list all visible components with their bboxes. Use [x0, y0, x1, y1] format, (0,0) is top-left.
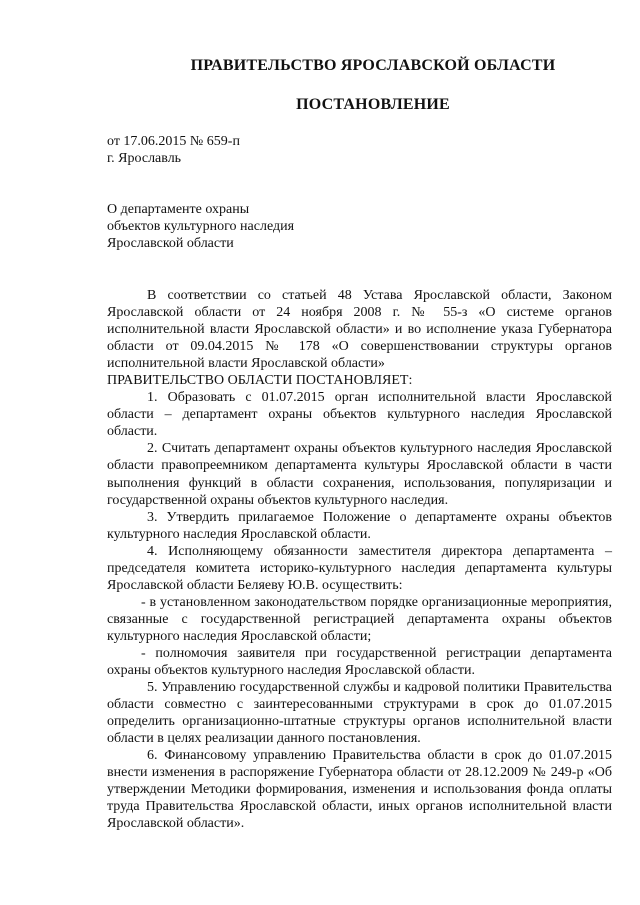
document-body — [107, 287, 612, 833]
subject-line: объектов культурного наследия — [107, 219, 295, 234]
document-subject — [107, 201, 294, 252]
clause-2: 2. Считать департамент охраны объектов культурного наследия Ярославской области правопреемником департамента культуры Ярославской области в части выполнения функций в области сохранения, использования, популяризации и государственной охраны объектов культурного наследия. — [107, 441, 612, 508]
clause-5: 5. Управлению государственной службы и кадровой политики Правительства области совместно с заинтересованными структурами в срок до 01.07.2015 определить организационно-штатные структуры органов исполнительной власти области в целях реализации данного постановления. — [107, 680, 612, 747]
city: г. Ярославль — [107, 151, 182, 166]
subject-line: Ярославской области — [107, 236, 234, 251]
document-type-title: ПОСТАНОВЛЕНИЕ — [296, 96, 450, 113]
date-and-number: от 17.06.2015 № 659-п — [107, 134, 240, 149]
clause-4: 4. Исполняющему обязанности заместителя директора департамента – председателя комитета историко-культурного наследия департамента культуры Ярославской области Беляеву Ю.В. осуществить: — [107, 543, 612, 593]
subject-line: О департаменте охраны — [107, 202, 250, 217]
clause-3: 3. Утвердить прилагаемое Положение о департаменте охраны объектов культурного наследия Ярославской области. — [107, 509, 612, 542]
resolves-line: ПРАВИТЕЛЬСТВО ОБЛАСТИ ПОСТАНОВЛЯЕТ: — [107, 373, 413, 389]
clause-1: 1. Образовать с 01.07.2015 орган исполнительной власти Ярославской области – департамент охраны объектов культурного наследия Ярославской области. — [107, 390, 612, 440]
preamble-paragraph: В соответствии со статьей 48 Устава Ярославской области, Законом Ярославской области от 24 ноября 2008 г. № 55-з «О системе органов исполнительной власти Ярославской области» и во исполнение указа Губернатора области от 09.04.2015 № 178 «О совершенствовании структуры органов исполнительной власти Ярославской области» — [107, 288, 612, 372]
document-meta — [107, 133, 240, 167]
clause-6: 6. Финансовому управлению Правительства области в срок до 01.07.2015 внести изменения в распоряжение Губернатора области от 28.12.2009 № 249-р «Об утверждении Методики формирования, изменения и использования фонда оплаты труда Правительства Ярославской области, иных органов исполнительной власти Ярославской области». — [107, 748, 612, 832]
clause-4-item-a: - в установленном законодательством порядке организационные мероприятия, связанные с государственной регистрацией департамента охраны объектов культурного наследия Ярославской области; — [107, 594, 612, 644]
government-title: ПРАВИТЕЛЬСТВО ЯРОСЛАВСКОЙ ОБЛАСТИ — [190, 57, 556, 74]
clause-4-item-b: - полномочия заявителя при государственной регистрации департамента охраны объектов культурного наследия Ярославской области. — [107, 645, 612, 679]
